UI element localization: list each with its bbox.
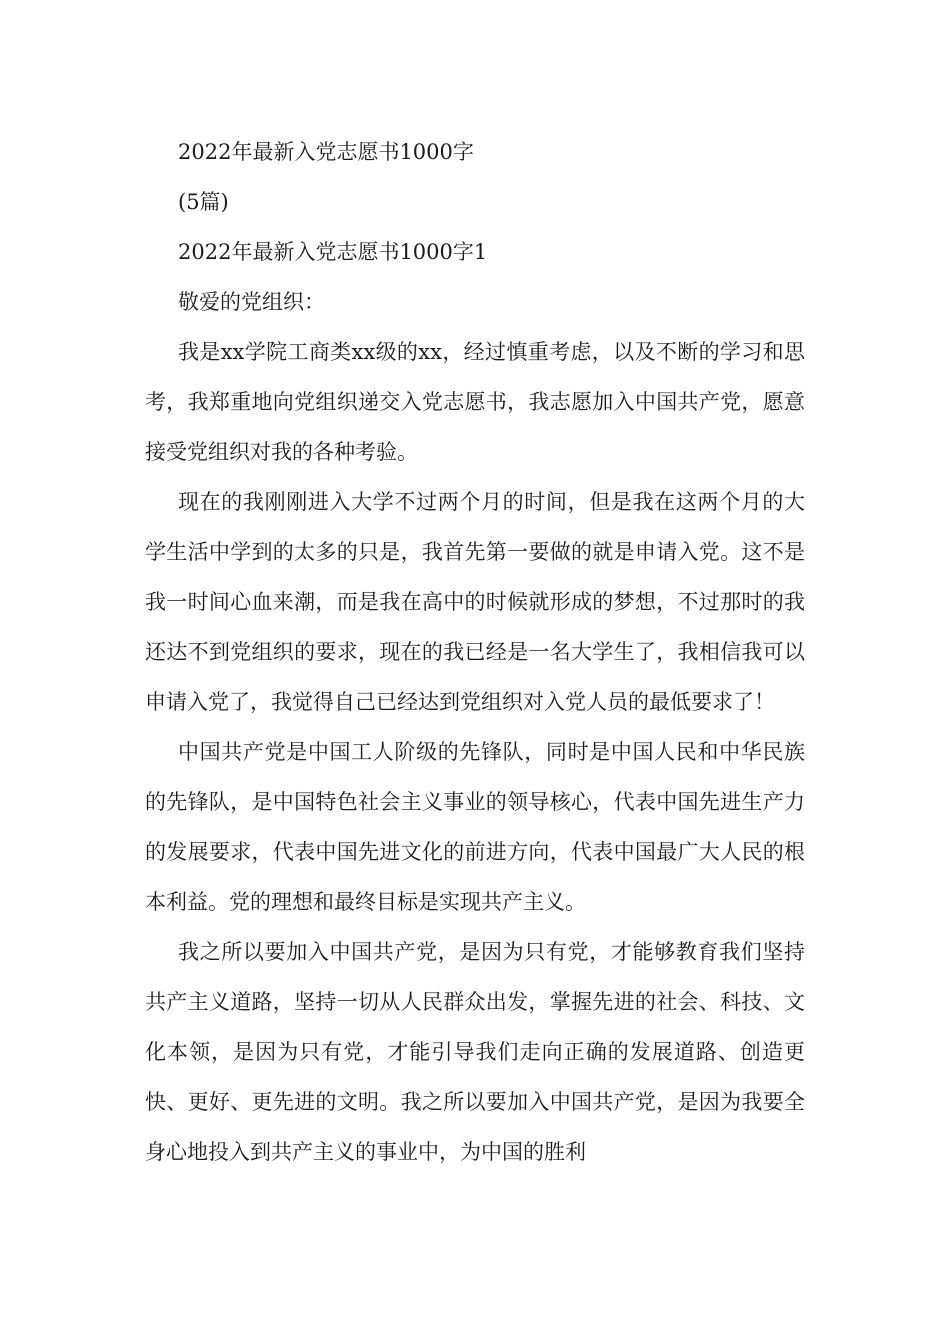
- paragraph-1: 我是xx学院工商类xx级的xx，经过慎重考虑，以及不断的学习和思考，我郑重地向党组织递交入党志愿书，我志愿加入中国共产党，愿意接受党组织对我的各种考验。: [145, 340, 805, 464]
- paragraph-4: 我之所以要加入中国共产党，是因为只有党，才能够教育我们坚持共产主义道路，坚持一切从人民群众出发，掌握先进的社会、科技、文化本领，是因为只有党，才能引导我们走向正确的发展道路、创造更快、更好、更先进的文明。我之所以要加入中国共产党，是因为我要全身心地投入到共产主义的事业中，为中国的胜利: [145, 940, 805, 1164]
- paragraph-2: 现在的我刚刚进入大学不过两个月的时间，但是我在这两个月的大学生活中学到的太多的只是，我首先第一要做的就是申请入党。这不是我一时间心血来潮，而是我在高中的时候就形成的梦想，不过那时的我还达不到党组织的要求，现在的我已经是一名大学生了，我相信我可以申请入党了，我觉得自己已经达到党组织对入党人员的最低要求了！: [145, 490, 805, 714]
- document-body: [145, 327, 805, 1177]
- document-title-line-1: 2022年最新入党志愿书1000字: [178, 140, 474, 164]
- paragraph-3: 中国共产党是中国工人阶级的先锋队，同时是中国人民和中华民族的先锋队，是中国特色社会主义事业的领导核心，代表中国先进生产力的发展要求，代表中国先进文化的前进方向，代表中国最广大人民的根本利益。党的理想和最终目标是实现共产主义。: [145, 740, 805, 914]
- salutation: 敬爱的党组织：: [178, 290, 325, 314]
- section-title: 2022年最新入党志愿书1000字1: [178, 240, 488, 264]
- document-title-line-2: (5篇): [178, 190, 229, 214]
